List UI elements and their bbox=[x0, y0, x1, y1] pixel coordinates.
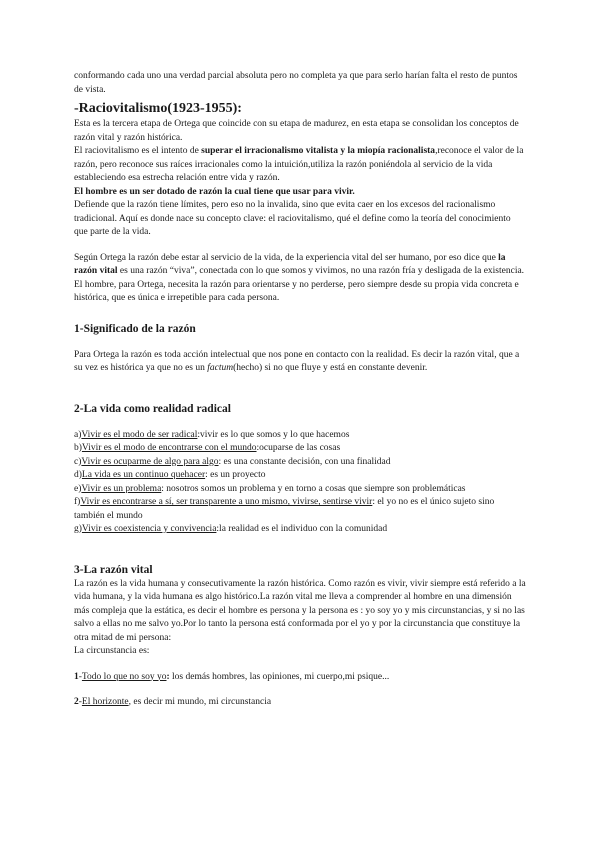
text-run: : es un proyecto bbox=[205, 470, 266, 480]
text-run: : nosotros somos un problema y en torno a cosas que siempre son problemáticas bbox=[161, 483, 466, 494]
section-3-paragraph-1: La razón es la vida humana y consecutivamente la razón histórica. Como razón es vivir, vivir siempre está referido a la vida humana, y la vida humana es algo histórico.La razón vital me lleva a comprender al hombre en una dimensión más compleja que la estática, es decir el hombre es persona y la persona es : yo soy yo y mis circunstancias, y si no las salvo a ellas no me salvo yo.Por lo tanto la persona está conformada por el yo y por la circunstancia que constituye la otra mitad de mi persona: bbox=[74, 578, 526, 643]
italic-text: factum bbox=[207, 363, 234, 373]
item-number: 1 bbox=[74, 671, 79, 682]
bold-text: superar el irracionalismo vitalista y la miopía racionalista bbox=[201, 146, 436, 156]
text-run: :ocuparse de las cosas bbox=[256, 443, 341, 453]
item-number: 2 bbox=[74, 697, 79, 707]
list-prefix: g) bbox=[74, 524, 82, 534]
text-run: El raciovitalismo es el intento de bbox=[74, 146, 202, 156]
text-run: :vivir es lo que somos y lo que hacemos bbox=[197, 429, 350, 440]
underlined-text: Vivir es el modo de encontrarse con el mundo bbox=[81, 443, 257, 453]
list-item bbox=[74, 429, 526, 443]
item-dash: - bbox=[78, 697, 82, 707]
underlined-text: Vivir es coexistencia y convivencia bbox=[81, 524, 217, 534]
list-item bbox=[74, 496, 526, 523]
document-page bbox=[74, 70, 526, 710]
text-run: , es decir mi mundo, mi circunstancia bbox=[128, 697, 272, 707]
bold-text: la razón vital bbox=[74, 252, 506, 276]
text-run: (hecho) si no que fluye y está en constante devenir. bbox=[233, 363, 428, 373]
text-run: : es una constante decisión, con una finalidad bbox=[218, 456, 391, 467]
list-item bbox=[74, 456, 526, 470]
underlined-text: Vivir es un problema bbox=[81, 483, 162, 494]
section-2-list bbox=[74, 429, 526, 537]
section-1-paragraph bbox=[74, 349, 526, 376]
circumstance-item-1: 1-Todo lo que no soy yo: los demás hombres, las opiniones, mi cuerpo,mi psique... bbox=[74, 671, 390, 682]
list-item bbox=[74, 442, 526, 456]
list-prefix: d) bbox=[74, 470, 82, 480]
bold-text: El hombre es un ser dotado de razón la cual tiene que usar para vivir. bbox=[74, 186, 355, 197]
text-run: los demás hombres, las opiniones, mi cuerpo,mi psique... bbox=[169, 671, 390, 682]
text-run: :la realidad es el individuo con la comunidad bbox=[216, 524, 388, 534]
section-3-paragraph-2: La circunstancia es: bbox=[74, 646, 150, 656]
raciovitalismo-paragraph-4: Defiende que la razón tiene límites, pero eso no la invalida, sino que evita caer en los excesos del racionalismo tradicional. Aquí es donde nace su concepto clave: el raciovitalismo, qué el define como la teoría del conocimiento que parte de la vida. bbox=[74, 200, 511, 237]
raciovitalismo-paragraph-3 bbox=[74, 186, 526, 200]
section-3-heading: 3-La razón vital bbox=[74, 563, 153, 576]
underlined-text: Vivir es el modo de ser radical bbox=[81, 429, 198, 440]
text-run: ,reconoce el valor de la razón, pero reconoce sus raíces irracionales como la intuición,utiliza la razón poniéndola al servicio de la vida estableciendo esa estrecha relación entre vida y razón. bbox=[74, 146, 524, 183]
raciovitalismo-paragraph-5 bbox=[74, 252, 526, 306]
text-run: : el yo no es el único sujeto sino también el mundo bbox=[74, 497, 495, 521]
raciovitalismo-paragraph-1: Esta es la tercera etapa de Ortega que coincide con su etapa de madurez, en esta etapa se consolidan los conceptos de razón vital y razón histórica. bbox=[74, 119, 519, 143]
text-run: es una razón “viva”, conectada con lo que somos y vivimos, no una razón fría y desligada de la existencia. El hombre, para Ortega, necesita la razón para orientarse y no perderse, pero siempre desde su propia vida concreta e histórica, que es única e irrepetible para cada persona. bbox=[74, 266, 525, 303]
raciovitalismo-paragraph-2 bbox=[74, 145, 526, 186]
list-prefix: b) bbox=[74, 443, 82, 453]
list-item bbox=[74, 483, 526, 497]
underlined-text: Vivir es ocuparme de algo para algo bbox=[81, 456, 219, 467]
list-prefix: e) bbox=[74, 483, 82, 494]
circumstance-item-2 bbox=[74, 696, 526, 710]
underlined-text: Todo lo que no soy yo bbox=[81, 671, 167, 682]
section-1-heading: 1-Significado de la razón bbox=[74, 322, 196, 335]
list-item bbox=[74, 469, 526, 483]
list-prefix: c) bbox=[74, 456, 82, 467]
underlined-text: El horizonte bbox=[81, 697, 129, 707]
text-run: Según Ortega la razón debe estar al servicio de la vida, de la experiencia vital del ser humano, por eso dice que bbox=[74, 252, 499, 263]
section-2-heading: 2-La vida como realidad radical bbox=[74, 402, 231, 415]
raciovitalismo-heading: -Raciovitalismo(1923-1955): bbox=[74, 101, 242, 116]
list-prefix: f) bbox=[74, 497, 81, 507]
text-run: Para Ortega la razón es toda acción intelectual que nos pone en contacto con la realidad. Es decir la razón vital, que a su vez es histórica ya que no es un bbox=[74, 349, 520, 373]
list-prefix: a) bbox=[74, 429, 82, 440]
underlined-text: Vivir es encontrarse a sí, ser transparente a uno mismo, vivirse, sentirse vivir bbox=[80, 497, 373, 507]
intro-paragraph: conformando cada uno una verdad parcial absoluta pero no completa ya que para serlo harían falta el resto de puntos de vista. bbox=[74, 71, 518, 95]
underlined-text: La vida es un continuo quehacer bbox=[81, 470, 206, 480]
item-dash: - bbox=[78, 671, 82, 682]
list-item bbox=[74, 523, 526, 537]
